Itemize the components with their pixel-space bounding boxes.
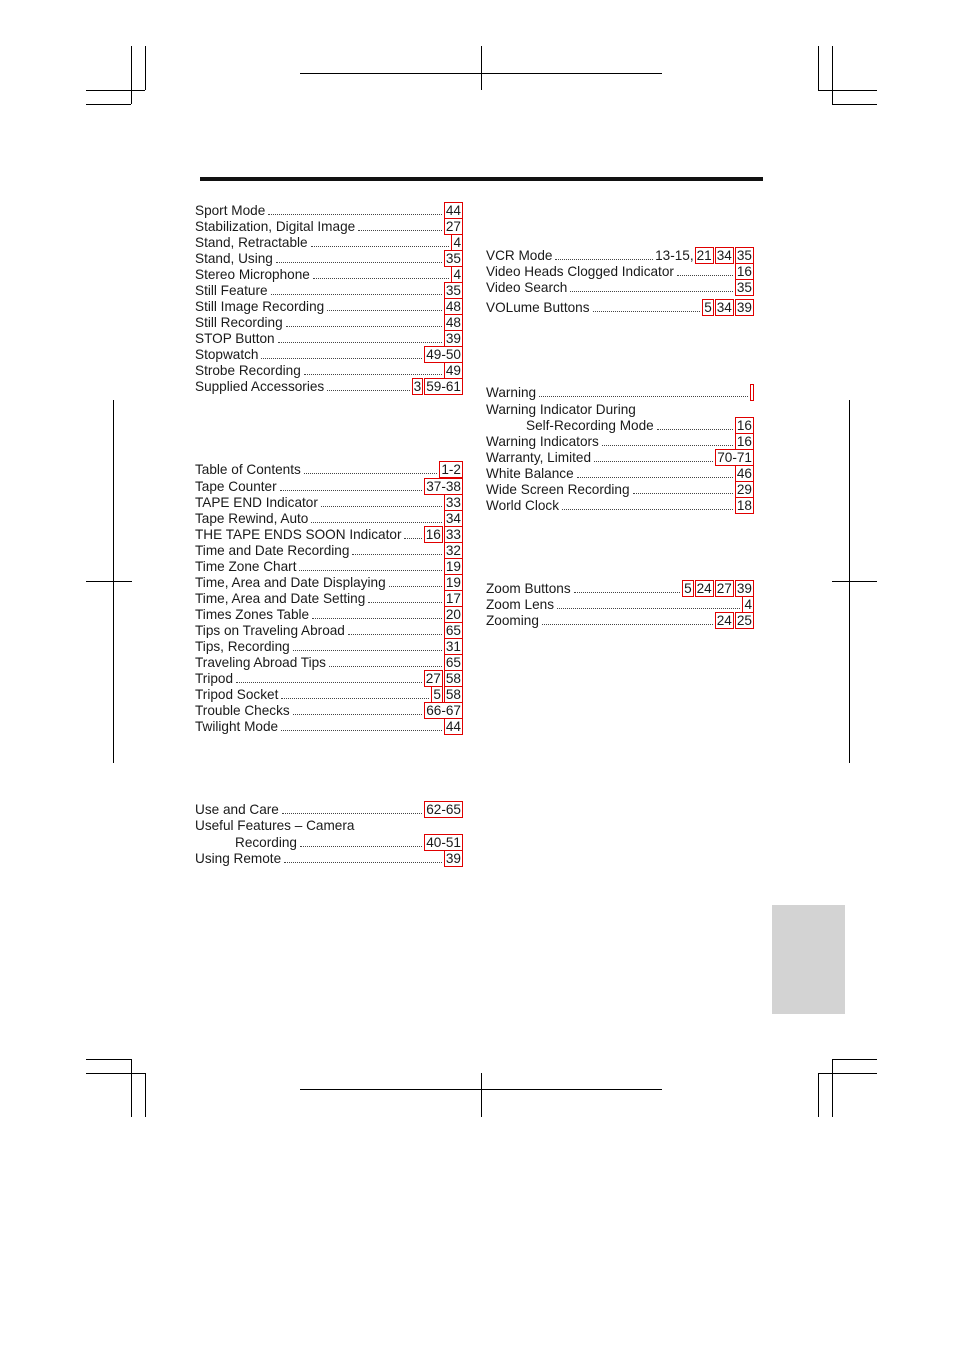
dot-leader [311, 245, 450, 247]
page-link[interactable]: 25 [736, 613, 752, 628]
index-entry [195, 315, 463, 331]
dot-leader [389, 585, 442, 587]
index-entry-label: Tape Rewind, Auto [195, 511, 309, 526]
page-link[interactable]: 35 [445, 251, 461, 266]
dot-leader [327, 389, 409, 391]
page-refs [735, 497, 754, 514]
page-link[interactable]: 3 [413, 379, 422, 394]
dot-leader [313, 277, 450, 279]
page-refs [715, 449, 754, 466]
index-entry [486, 466, 754, 482]
page-refs [735, 465, 754, 482]
page-link[interactable]: 27 [445, 219, 461, 234]
dot-leader [677, 274, 733, 276]
dot-leader [657, 428, 733, 430]
page-refs [439, 461, 463, 478]
page-link[interactable]: 48 [445, 315, 461, 330]
page-refs [424, 702, 463, 719]
dot-leader [574, 591, 680, 593]
index-entry-label: Supplied Accessories [195, 379, 325, 394]
index-entry [195, 363, 463, 379]
page-link[interactable]: 31 [445, 639, 461, 654]
page-refs [444, 850, 463, 867]
page-refs [735, 279, 754, 296]
index-entry-label: Still Image Recording [195, 299, 325, 314]
index-entry [195, 591, 463, 607]
page-refs [412, 378, 463, 395]
dot-leader [293, 649, 442, 651]
index-entry-heading: Useful Features – Camera [195, 818, 355, 833]
index-entry [195, 511, 463, 527]
index-entry [486, 300, 754, 316]
dot-leader [268, 213, 442, 215]
page-link[interactable]: 32 [445, 543, 461, 558]
page-refs [444, 362, 463, 379]
dot-leader [562, 508, 733, 510]
page-link[interactable]: 27 [425, 671, 441, 686]
dot-leader [304, 373, 442, 375]
index-entry [195, 607, 463, 623]
index-entry [195, 623, 463, 639]
index-entry-label: Stopwatch [195, 347, 259, 362]
dot-leader [327, 309, 442, 311]
index-entry-label: Strobe Recording [195, 363, 301, 378]
page-link[interactable]: 39 [736, 300, 752, 315]
index-entry-label: White Balance [486, 466, 574, 481]
index-entry-label: Trouble Checks [195, 703, 290, 718]
index-entry-label: STOP Button [195, 331, 275, 346]
index-entry-label: Time, Area and Date Setting [195, 591, 366, 606]
page-link[interactable]: 58 [445, 671, 461, 686]
page-refs [444, 282, 463, 299]
index-entry-label: Stand, Using [195, 251, 273, 266]
index-entry [195, 703, 463, 719]
index-entry [486, 264, 754, 280]
page-link[interactable]: 40-51 [426, 835, 461, 850]
dot-leader [261, 357, 422, 359]
index-entry [195, 527, 463, 543]
page-link[interactable]: 44 [445, 719, 461, 734]
dot-leader [570, 290, 733, 292]
index-entry-label: Video Heads Clogged Indicator [486, 264, 674, 279]
page-link[interactable]: 65 [445, 623, 461, 638]
page-link[interactable]: 19 [445, 559, 461, 574]
page-refs [702, 299, 754, 316]
section-thumb-tab [772, 905, 845, 1014]
page-link[interactable]: 24 [696, 581, 712, 596]
page-link[interactable]: 20 [445, 607, 461, 622]
index-entry [195, 802, 463, 818]
index-entry-label: Time and Date Recording [195, 543, 350, 558]
index-entry-label: VOLume Buttons [486, 300, 590, 315]
page-refs [424, 834, 463, 851]
page-refs [424, 670, 463, 687]
index-entry-label: Wide Screen Recording [486, 482, 630, 497]
dot-leader [539, 395, 748, 397]
index-entry [486, 418, 754, 434]
index-entry [195, 851, 463, 867]
index-entry-label: Warning Indicators [486, 434, 599, 449]
page-refs [444, 606, 463, 623]
page-link[interactable]: 33 [445, 495, 461, 510]
dot-leader [593, 310, 701, 312]
index-entry [486, 280, 754, 296]
page-link[interactable]: 70-71 [717, 450, 752, 465]
page-refs [444, 622, 463, 639]
page-link[interactable]: 4 [453, 235, 461, 250]
index-entry-label: Times Zones Table [195, 607, 310, 622]
dot-leader [602, 444, 733, 446]
page-link[interactable]: 34 [716, 248, 732, 263]
index-entry [195, 347, 463, 363]
index-entry [195, 835, 463, 851]
dot-leader [284, 861, 442, 863]
page-link[interactable]: 16 [736, 264, 752, 279]
dot-leader [348, 633, 442, 635]
page-link[interactable]: 44 [445, 203, 461, 218]
index-entry-label: Tips on Traveling Abroad [195, 623, 345, 638]
index-entry-label: Twilight Mode [195, 719, 279, 734]
page-refs [424, 801, 463, 818]
page-link[interactable]: 58 [445, 687, 461, 702]
dot-leader [281, 697, 429, 699]
dot-leader [352, 553, 441, 555]
dot-leader [299, 569, 441, 571]
dot-leader [594, 460, 713, 462]
index-entry [486, 434, 754, 450]
dot-leader [404, 537, 421, 539]
index-entry [195, 283, 463, 299]
dot-leader [236, 681, 422, 683]
page-link[interactable]: 46 [736, 466, 752, 481]
dot-leader [577, 476, 733, 478]
dot-leader [312, 617, 442, 619]
page-link[interactable]: 35 [736, 248, 752, 263]
index-entry-label: VCR Mode [486, 248, 553, 263]
page-link[interactable]: 5 [684, 581, 692, 596]
dot-leader [282, 812, 422, 814]
page-link[interactable]: 49-50 [426, 347, 461, 362]
index-entry-heading: Warning Indicator During [486, 402, 636, 417]
index-entry [486, 385, 754, 401]
index-entry [195, 687, 463, 703]
page-link[interactable]: 39 [736, 581, 752, 596]
dot-leader [280, 489, 423, 491]
page-refs [444, 202, 463, 219]
page-link[interactable]: 33 [445, 527, 461, 542]
dot-leader [633, 492, 733, 494]
dot-leader [358, 229, 442, 231]
dot-leader [311, 521, 442, 523]
index-entry [195, 379, 463, 395]
page-refs [424, 346, 463, 363]
index-entry-label: Self-Recording Mode [526, 418, 654, 433]
page-refs [451, 266, 463, 283]
index-entry [486, 581, 754, 597]
dot-leader [557, 607, 740, 609]
page-link[interactable]: 16 [425, 527, 441, 542]
index-entry-label: World Clock [486, 498, 560, 513]
page-refs [444, 314, 463, 331]
page-link[interactable]: 27 [716, 581, 732, 596]
page-refs [735, 433, 754, 450]
page-refs [451, 234, 463, 251]
index-entry-label: Sport Mode [195, 203, 266, 218]
index-entry [195, 462, 463, 478]
page-link[interactable]: 35 [736, 280, 752, 295]
page-refs [444, 510, 463, 527]
index-entry [195, 495, 463, 511]
dot-leader [368, 601, 442, 603]
page-link[interactable]: 34 [716, 300, 732, 315]
index-entry [195, 639, 463, 655]
index-entry-label: Time, Area and Date Displaying [195, 575, 386, 590]
index-entry [195, 219, 463, 235]
index-entry [486, 613, 754, 629]
page-link[interactable]: 1-2 [441, 462, 461, 477]
page-link[interactable]: 48 [445, 299, 461, 314]
index-entry-label: Recording [235, 835, 297, 850]
index-entry-label: Zoom Buttons [486, 581, 571, 596]
page-refs [444, 558, 463, 575]
page-refs [444, 574, 463, 591]
index-entry [195, 479, 463, 495]
page-refs [444, 250, 463, 267]
index-entry [195, 559, 463, 575]
page-link[interactable]: 4 [744, 597, 752, 612]
page-refs [424, 526, 463, 543]
page-link[interactable]: 65 [445, 655, 461, 670]
index-entry-label: Zoom Lens [486, 597, 555, 612]
index-entry [195, 267, 463, 283]
page-refs [742, 596, 754, 613]
dot-leader [555, 258, 653, 260]
page-refs [444, 494, 463, 511]
page-link[interactable]: 29 [736, 482, 752, 497]
dot-leader [281, 729, 442, 731]
page-link[interactable]: 39 [445, 331, 461, 346]
index-entry [195, 543, 463, 559]
page-refs [444, 638, 463, 655]
page-refs [444, 542, 463, 559]
index-entry-label: Zooming [486, 613, 539, 628]
index-entry-label: Tripod Socket [195, 687, 279, 702]
dot-leader [293, 713, 423, 715]
index-entry [195, 719, 463, 735]
index-entry-label: Warranty, Limited [486, 450, 591, 465]
page-link[interactable]: 37-38 [426, 479, 461, 494]
page-link[interactable]: 62-65 [426, 802, 461, 817]
page-link[interactable]: 18 [736, 498, 752, 513]
page-refs [735, 417, 754, 434]
dot-leader [329, 665, 442, 667]
page-link[interactable]: 49 [445, 363, 461, 378]
index-entry-label: Tips, Recording [195, 639, 290, 654]
dot-leader [286, 325, 442, 327]
index-entry [195, 235, 463, 251]
index-entry-label: Warning [486, 385, 537, 400]
page-link[interactable]: 16 [736, 418, 752, 433]
index-entry [486, 248, 754, 264]
index-entry [486, 597, 754, 613]
page-refs [715, 612, 754, 629]
page-refs [735, 481, 754, 498]
page-refs [655, 247, 754, 264]
page-refs [444, 298, 463, 315]
page-refs [444, 718, 463, 735]
index-entry-label: Stereo Microphone [195, 267, 310, 282]
page-refs [431, 686, 463, 703]
index-entry [195, 251, 463, 267]
page-link[interactable]: 17 [445, 591, 461, 606]
header-rule [200, 177, 763, 181]
page-link[interactable]: 39 [445, 851, 461, 866]
dot-leader [278, 341, 442, 343]
page-link[interactable] [750, 384, 754, 401]
page-link[interactable]: 4 [453, 267, 461, 282]
index-entry [195, 203, 463, 219]
index-entry [195, 299, 463, 315]
index-entry-label: Video Search [486, 280, 568, 295]
index-entry-label: Use and Care [195, 802, 279, 817]
index-entry-label: Time Zone Chart [195, 559, 297, 574]
index-entry-label: Traveling Abroad Tips [195, 655, 326, 670]
page-link[interactable]: 16 [736, 434, 752, 449]
dot-leader [304, 472, 438, 474]
page-refs [735, 263, 754, 280]
page-link[interactable]: 5 [433, 687, 441, 702]
dot-leader [300, 845, 422, 847]
page-link[interactable]: 35 [445, 283, 461, 298]
page-link[interactable]: 66-67 [426, 703, 461, 718]
index-entry-label: Tape Counter [195, 479, 277, 494]
page-link[interactable]: 5 [704, 300, 712, 315]
dot-leader [321, 505, 442, 507]
page-refs [444, 218, 463, 235]
index-entry-label: Using Remote [195, 851, 282, 866]
page-refs [682, 580, 754, 597]
index-entry [486, 450, 754, 466]
index-entry [486, 498, 754, 514]
page-link[interactable]: 59-61 [426, 379, 461, 394]
page-refs [444, 654, 463, 671]
index-entry-label: Tripod [195, 671, 234, 686]
index-entry-label: THE TAPE ENDS SOON Indicator [195, 527, 402, 542]
dot-leader [542, 623, 713, 625]
index-entry-label: Stabilization, Digital Image [195, 219, 356, 234]
page-prefix: 13-15, [655, 248, 694, 263]
index-entry [195, 671, 463, 687]
page-refs [750, 384, 754, 401]
index-entry-label: Still Recording [195, 315, 283, 330]
page-refs [444, 330, 463, 347]
index-entry [195, 331, 463, 347]
index-entry-label: Still Feature [195, 283, 268, 298]
index-entry [195, 655, 463, 671]
page-refs [444, 590, 463, 607]
index-entry [195, 575, 463, 591]
index-entry [486, 482, 754, 498]
dot-leader [276, 261, 442, 263]
index-entry-label: Stand, Retractable [195, 235, 308, 250]
page-link[interactable]: 34 [445, 511, 461, 526]
dot-leader [271, 293, 442, 295]
index-entry-label: TAPE END Indicator [195, 495, 318, 510]
page-link[interactable]: 19 [445, 575, 461, 590]
index-entry-label: Table of Contents [195, 462, 301, 477]
page-link[interactable]: 24 [716, 613, 732, 628]
page-link[interactable]: 21 [696, 248, 712, 263]
page-refs [424, 478, 463, 495]
